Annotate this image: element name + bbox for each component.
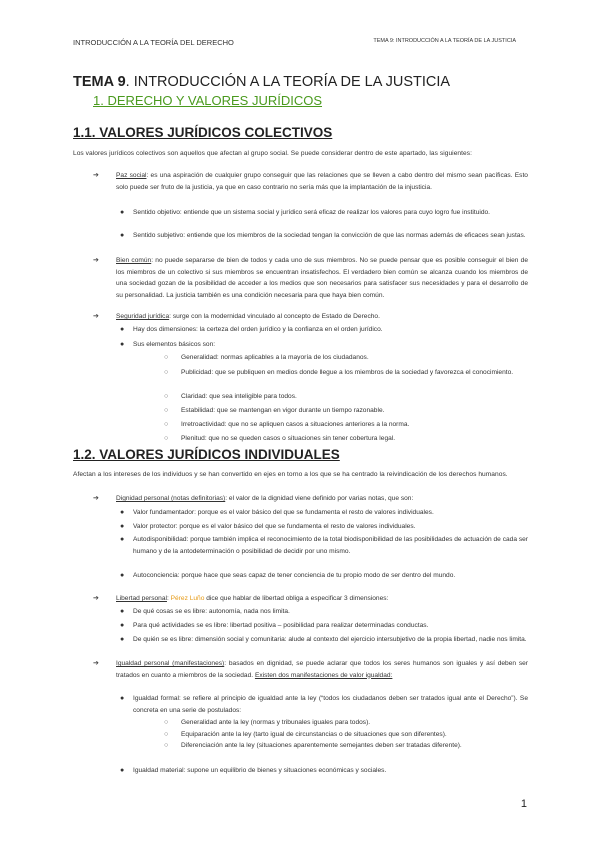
circle-bullet-icon: ○ [164, 731, 169, 738]
libertad-separator: : [166, 595, 171, 602]
bullet-icon: ● [120, 523, 125, 530]
list-item-valor-fundamentador [120, 507, 528, 519]
text-dimensiones: Hay dos dimensiones: la certeza del orden jurídico y la confianza en el orden jurídico. [133, 326, 383, 333]
sublist-item-estabilidad [164, 405, 528, 417]
sublist-item-diferenciacion [164, 740, 528, 752]
bullet-icon: ● [120, 767, 125, 774]
text-bien-comun: : no puede separarse de bien de todos y cada uno de sus miembros. No se puede pensar que es posible conseguir el bien de los miembros de un colectivo si sus miembros se encuentran insatisfechos. El verdadero bien común se alcanza cuando los miembros de una sociedad gozan de la posibilidad de acceder a los medios que son necesarios para satisfacer sus necesidades y para el desarrollo de su personalidad. La justicia también es una condición necesaria para que haya bien común. [116, 257, 528, 299]
text-igualdad-material: Igualdad material: supone un equilibrio de bienes y situaciones económicas y sociales. [133, 767, 387, 774]
text-sentido-subjetivo: Sentido subjetivo: entiende que los miembros de la sociedad tengan la convicción de que las normas además de eficaces sean justas. [133, 232, 526, 239]
list-item-dimensiones [120, 324, 528, 336]
list-item-igualdad-material [120, 765, 528, 777]
circle-bullet-icon: ○ [164, 369, 169, 376]
list-item-elementos [120, 339, 528, 351]
list-item-paz-social [93, 170, 528, 193]
circle-bullet-icon: ○ [164, 421, 169, 428]
list-item-bien-comun [93, 255, 528, 301]
text-sentido-objetivo: Sentido objetivo: entiende que un sistema social y jurídico será eficaz de realizar los valores para cuyo logro fue instituido. [133, 209, 490, 216]
list-item-libertad [93, 593, 528, 605]
list-item-valor-protector [120, 521, 528, 533]
text-valor-protector: Valor protector: porque es el valor básico del que se fundamenta el resto de valores individuales. [133, 523, 416, 530]
title-rest: . INTRODUCCIÓN A LA TEORÍA DE LA JUSTICIA [125, 74, 451, 90]
bullet-icon: ● [120, 536, 125, 543]
list-item-dignidad [93, 493, 528, 505]
text-generalidad: Generalidad: normas aplicables a la mayoría de los ciudadanos. [181, 354, 369, 361]
page-title [73, 74, 450, 90]
bullet-icon: ● [120, 608, 125, 615]
label-igualdad: Igualdad personal (manifestaciones) [116, 660, 225, 667]
sublist-item-generalidad [164, 352, 528, 364]
list-item-autodisponibilidad [120, 534, 528, 557]
bullet-icon: ● [120, 695, 125, 702]
text-autodisponibilidad: Autodisponibilidad: porque también implica el reconocimiento de la total biodisponibilidad de las posibilidades de actuación de cada ser humano y de la antodeterminación o posibilidad de decidir por uno mismo. [133, 536, 528, 555]
text-equiparacion: Equiparación ante la ley (tarto igual de circunstancias o de situaciones que son diferentes). [181, 731, 447, 738]
label-dignidad: Dignidad personal (notas definitorias) [116, 495, 226, 502]
label-bien-comun: Bien común [116, 257, 152, 264]
paragraph-intro-colectivos: Los valores jurídicos colectivos son aquellos que afectan al grupo social. Se puede considerar dentro de este apartado, las siguientes: [73, 150, 472, 157]
bullet-icon: ● [120, 572, 125, 579]
text-publicidad: Publicidad: que se publiquen en medios donde llegue a los miembros de la sociedad y favorezca el conocimiento. [181, 369, 514, 376]
arrow-icon: ➔ [93, 495, 99, 502]
circle-bullet-icon: ○ [164, 393, 169, 400]
running-header-right: TEMA 9: INTRODUCCIÓN A LA TEORÍA DE LA JUSTICIA [373, 38, 516, 44]
sublist-item-plenitud [164, 433, 528, 445]
text-claridad: Claridad: que sea inteligible para todos. [181, 393, 297, 400]
text-igualdad-formal: Igualdad formal: se refiere al principio de igualdad ante la ley (“todos los ciudadanos deben ser tratados igual ante el Derecho”). Se concreta en una serie de postulados: [133, 695, 528, 714]
arrow-icon: ➔ [93, 313, 99, 320]
circle-bullet-icon: ○ [164, 719, 169, 726]
sublist-item-irretroactividad [164, 419, 528, 431]
sublist-item-publicidad [164, 367, 528, 379]
text-de-quien: De quién se es libre: dimensión social y comunitaria: alude al contexto del ejercicio intersubjetivo de la propia libertad, nadie nos limita. [133, 636, 527, 643]
text-libertad: dice que hablar de libertad obliga a especificar 3 dimensiones: [204, 595, 389, 602]
text-igualdad-underlined: Existen dos manifestaciones de valor igualdad: [254, 671, 393, 679]
text-autoconciencia: Autoconciencia: porque hace que seas capaz de tener conciencia de tu propio modo de ser dentro del mundo. [133, 572, 456, 579]
list-item-para-que [120, 620, 528, 632]
text-valor-fundamentador: Valor fundamentador: porque es el valor básico del que se fundamenta el resto de valores individuales. [133, 509, 434, 516]
circle-bullet-icon: ○ [164, 354, 169, 361]
circle-bullet-icon: ○ [164, 742, 169, 749]
list-item-de-que [120, 606, 528, 618]
label-paz-social: Paz social [116, 172, 147, 179]
title-tema: TEMA 9 [73, 74, 126, 90]
list-item-seguridad-juridica [93, 311, 528, 323]
text-estabilidad: Estabilidad: que se mantengan en vigor durante un tiempo razonable. [181, 407, 385, 414]
list-item-igualdad [93, 658, 528, 681]
text-paz-social: : es una aspiración de cualquier grupo conseguir que las relaciones que se lleven a cabo dentro del mismo sean pacíficas. Esto solo puede ser fruto de la justicia, ya que en caso contrario no sería más que la implantación de la injusticia. [116, 172, 528, 191]
text-irretroactividad: Irretroactividad: que no se apliquen casos a situaciones anteriores a la norma. [181, 421, 410, 428]
text-de-que: De qué cosas se es libre: autonomía, nada nos limita. [133, 608, 290, 615]
bullet-icon: ● [120, 341, 125, 348]
label-libertad: Libertad personal [116, 595, 167, 602]
author-perez-luno: Pérez Luño [170, 595, 205, 602]
bullet-icon: ● [120, 509, 125, 516]
heading-valores-colectivos: 1.1. VALORES JURÍDICOS COLECTIVOS [73, 125, 333, 140]
text-diferenciacion: Diferenciación ante la ley (situaciones aparentemente semejantes deben ser tratadas diferente). [181, 742, 462, 749]
sublist-item-claridad [164, 391, 528, 403]
bullet-icon: ● [120, 636, 125, 643]
text-igualdad: : basados en dignidad, se puede aclarar que todos los seres humanos son iguales y así deben ser tratados en cuanto a miembros de la sociedad. [116, 660, 529, 679]
text-para-que: Para qué actividades se es libre: libertad positiva – posibilidad para realizar determinadas conductas. [133, 622, 429, 629]
bullet-icon: ● [120, 326, 125, 333]
list-item-de-quien [120, 634, 528, 646]
text-elementos: Sus elementos básicos son: [133, 341, 216, 348]
label-seguridad-juridica: Seguridad jurídica [116, 313, 170, 320]
arrow-icon: ➔ [93, 595, 99, 602]
list-item-autoconciencia [120, 570, 528, 582]
bullet-icon: ● [120, 209, 125, 216]
section-subtitle: 1. DERECHO Y VALORES JURÍDICOS [93, 93, 323, 108]
heading-valores-individuales: 1.2. VALORES JURÍDICOS INDIVIDUALES [73, 447, 340, 462]
list-item-igualdad-formal [120, 693, 528, 716]
arrow-icon: ➔ [93, 660, 99, 667]
text-plenitud: Plenitud: que no se queden casos o situaciones sin tener cobertura legal. [181, 435, 396, 442]
sublist-item-generalidad-ley [164, 717, 528, 729]
list-item-sentido-subjetivo [120, 230, 528, 242]
arrow-icon: ➔ [93, 172, 99, 179]
bullet-icon: ● [120, 232, 125, 239]
arrow-icon: ➔ [93, 257, 99, 264]
circle-bullet-icon: ○ [164, 407, 169, 414]
list-item-sentido-objetivo [120, 207, 528, 219]
text-dignidad: : el valor de la dignidad viene definido por varias notas, que son: [225, 495, 414, 502]
paragraph-intro-individuales: Afectan a los intereses de los individuos y se han convertido en ejes en torno a los que se ha centrado la reivindicación de los derechos humanos. [73, 471, 508, 478]
running-header-left: INTRODUCCIÓN A LA TEORÍA DEL DERECHO [73, 38, 234, 47]
sublist-item-equiparacion [164, 729, 528, 741]
text-generalidad-ley: Generalidad ante la ley (normas y tribunales iguales para todos). [181, 719, 371, 726]
page-number: 1 [520, 798, 527, 810]
circle-bullet-icon: ○ [164, 435, 169, 442]
bullet-icon: ● [120, 622, 125, 629]
text-seguridad-juridica: : surge con la modernidad vinculado al concepto de Estado de Derecho. [169, 313, 380, 320]
